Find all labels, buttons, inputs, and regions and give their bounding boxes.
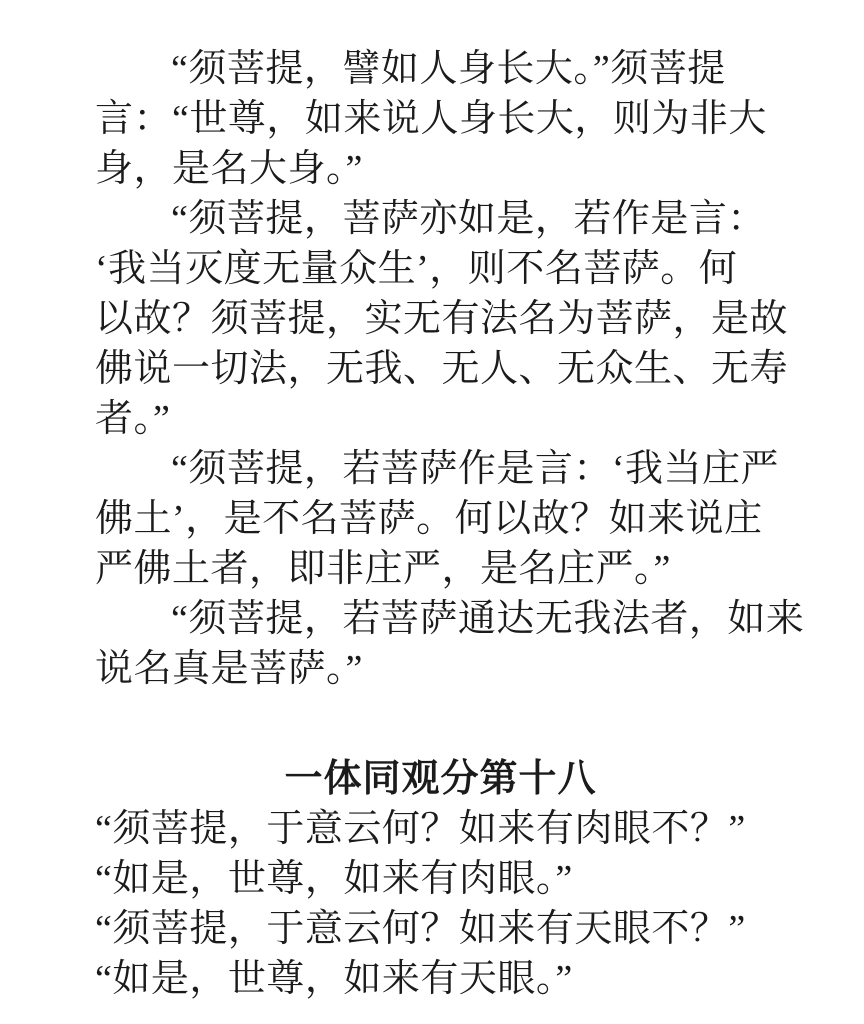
sutra-text-line: “须菩提，菩萨亦如是，若作是言： — [171, 198, 766, 240]
chapter-heading: 一体同观分第十八 — [284, 758, 597, 800]
sutra-text-line: 佛说一切法，无我、无人、无众生、无寿 — [95, 348, 789, 390]
sutra-text-line: “须菩提，于意云何？如来有肉眼不？” — [95, 808, 746, 850]
sutra-text-line: 佛土’，是不名菩萨。何以故？如来说庄 — [95, 498, 763, 540]
sutra-text-line: 以故？须菩提，实无有法名为菩萨，是故 — [95, 298, 789, 340]
sutra-text-line: “须菩提，若菩萨通达无我法者，如来 — [171, 598, 805, 640]
sutra-text-line: “须菩提，譬如人身长大。”须菩提 — [171, 48, 726, 90]
sutra-text-line: 说名真是菩萨。” — [95, 648, 363, 690]
sutra-text-line: 身，是名大身。” — [95, 148, 363, 190]
sutra-text-line: “须菩提，于意云何？如来有天眼不？” — [95, 908, 746, 950]
sutra-text-line: 言：“世尊，如来说人身长大，则为非大 — [95, 98, 767, 140]
sutra-text-line: “如是，世尊，如来有天眼。” — [95, 958, 573, 1000]
sutra-text-line: “如是，世尊，如来有肉眼。” — [95, 858, 573, 900]
sutra-text-line: 者。” — [95, 398, 171, 440]
sutra-text-line: ‘我当灭度无量众生’，则不名菩萨。何 — [95, 248, 738, 290]
sutra-text-line: 严佛土者，即非庄严，是名庄严。” — [95, 548, 671, 590]
sutra-text-line: “须菩提，若菩萨作是言：‘我当庄严 — [171, 448, 780, 490]
